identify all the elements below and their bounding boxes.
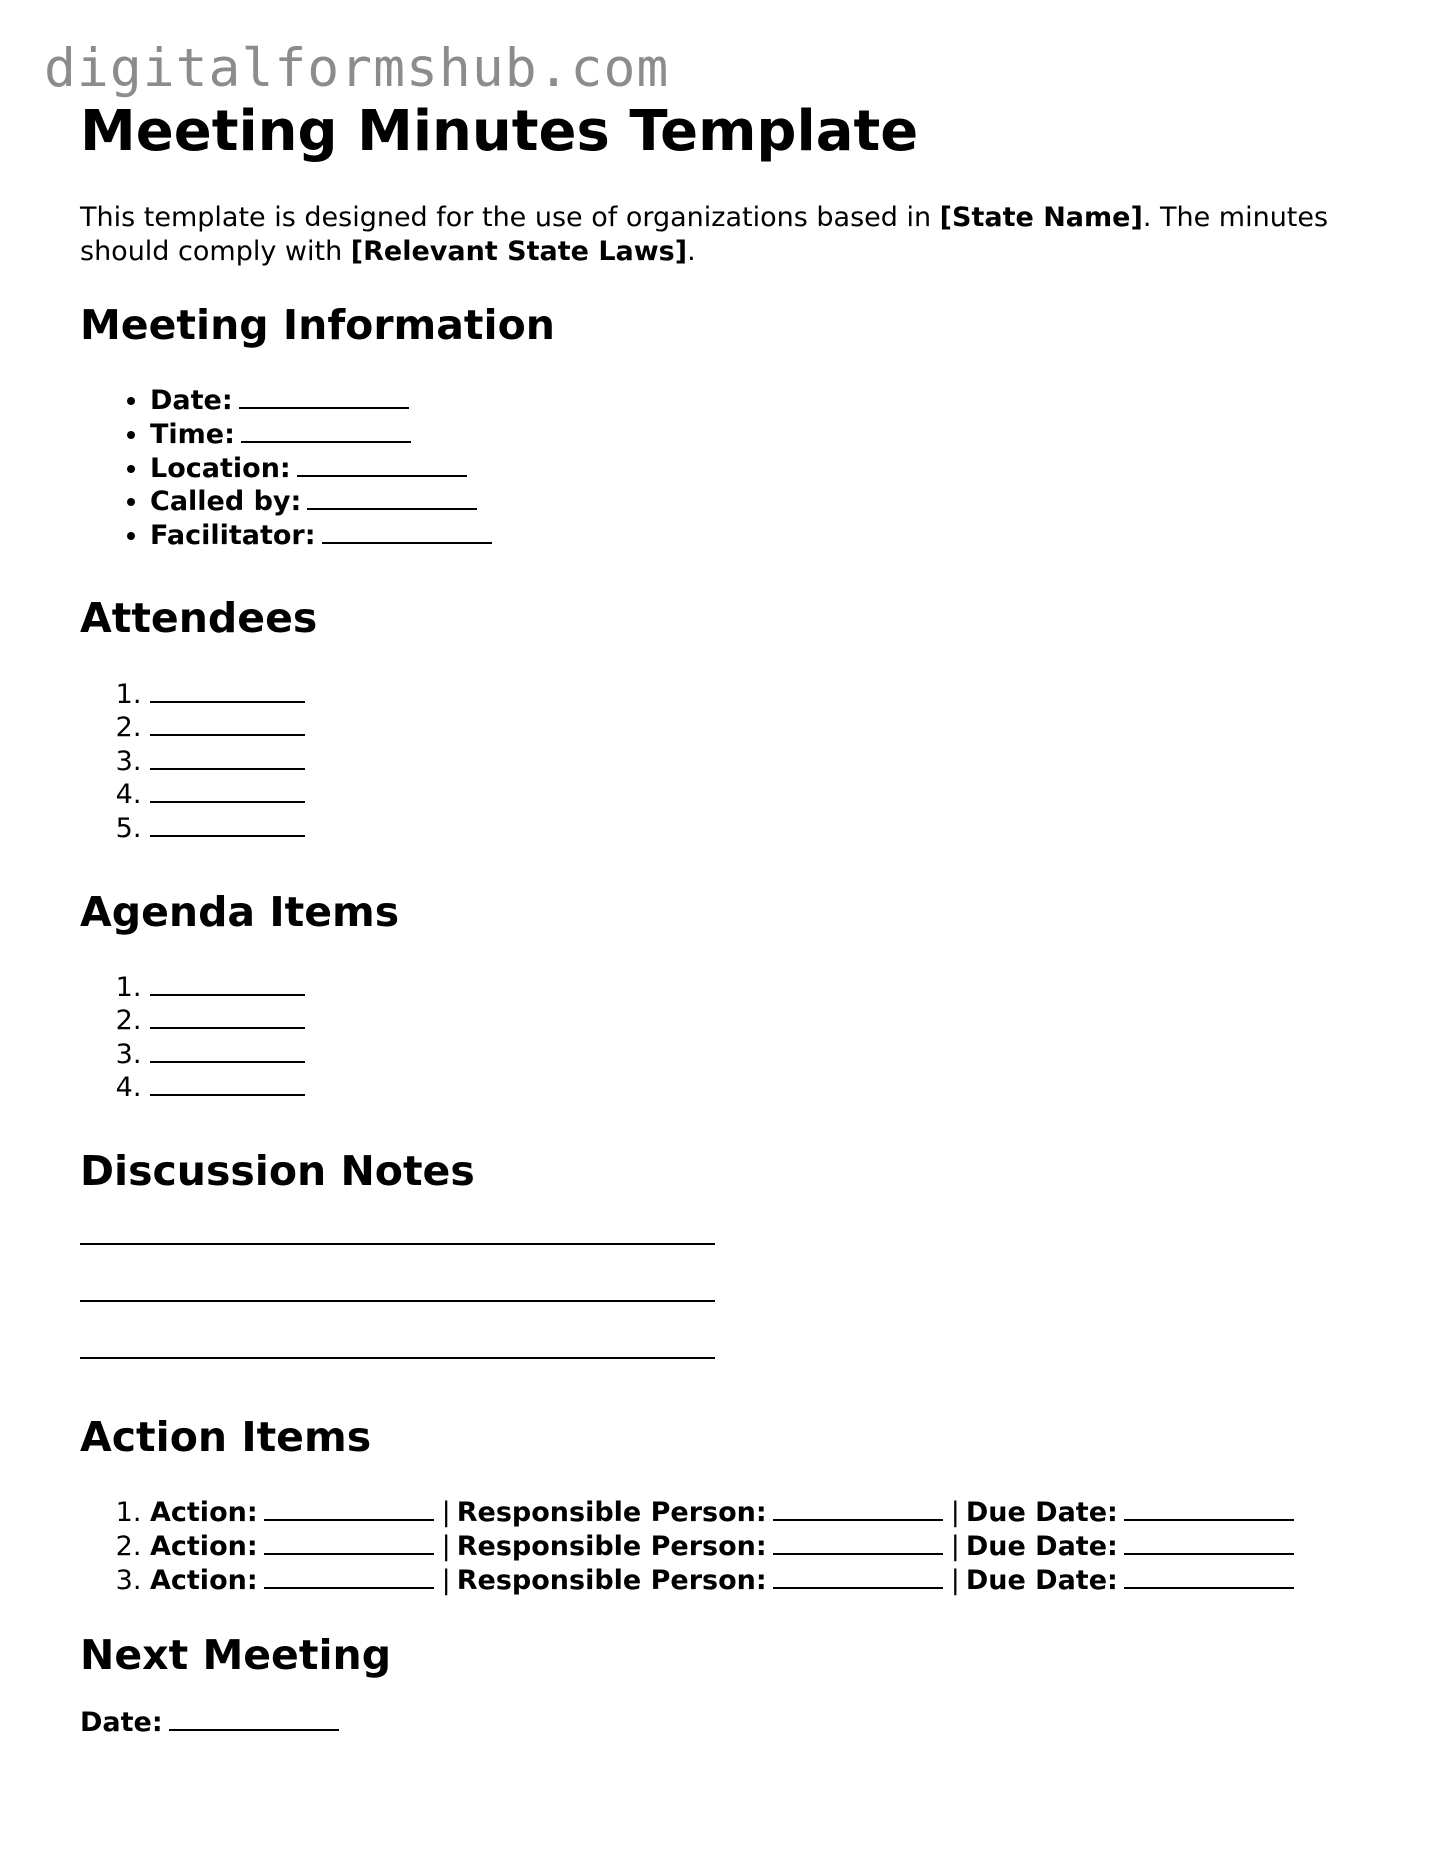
- action-label: Action:: [150, 1564, 258, 1596]
- attendee-item: [150, 711, 1380, 745]
- meeting-info-item-time: [150, 418, 1380, 452]
- time-label: Time:: [150, 418, 235, 450]
- date-label: Date:: [150, 385, 233, 417]
- action-item: [150, 1564, 1380, 1598]
- watermark: digitalformshub.com: [44, 38, 670, 99]
- person-field[interactable]: [773, 1586, 943, 1589]
- discussion-heading: Discussion Notes: [80, 1147, 475, 1196]
- attendee-item: [150, 778, 1380, 812]
- meeting-info-item-date: [150, 384, 1380, 418]
- separator: |: [950, 1497, 960, 1529]
- due-date-label: Due Date:: [965, 1564, 1118, 1596]
- action-items-list: [80, 1496, 1380, 1597]
- separator: |: [950, 1564, 960, 1596]
- notes-line[interactable]: [80, 1242, 715, 1245]
- next-meeting-date-label: Date:: [80, 1707, 163, 1739]
- person-label: Responsible Person:: [456, 1564, 767, 1596]
- agenda-field[interactable]: [150, 993, 305, 996]
- agenda-item: [150, 971, 1380, 1005]
- due-date-label: Due Date:: [965, 1497, 1118, 1529]
- person-label: Responsible Person:: [456, 1497, 767, 1529]
- attendees-list: [80, 678, 1380, 846]
- discussion-notes: [80, 1196, 1380, 1359]
- intro-text-2: . The minutes should comply with: [80, 202, 1329, 268]
- attendee-item: [150, 678, 1380, 712]
- attendee-item: [150, 812, 1380, 846]
- document-page: [80, 98, 1380, 1740]
- due-date-label: Due Date:: [965, 1531, 1118, 1563]
- laws-placeholder: [Relevant State Laws]: [350, 236, 688, 268]
- due-date-field[interactable]: [1124, 1552, 1294, 1555]
- meeting-info-item-called-by: [150, 485, 1380, 519]
- action-label: Action:: [150, 1497, 258, 1529]
- action-field[interactable]: [264, 1552, 434, 1555]
- agenda-item: [150, 1004, 1380, 1038]
- intro-paragraph: [80, 201, 1330, 269]
- intro-text-1: This template is designed for the use of organizations based in: [80, 202, 940, 234]
- action-field[interactable]: [264, 1586, 434, 1589]
- next-meeting-date-row: [80, 1706, 1380, 1740]
- person-field[interactable]: [773, 1518, 943, 1521]
- attendee-field[interactable]: [150, 800, 305, 803]
- meeting-info-heading: Meeting Information: [80, 301, 555, 350]
- attendee-field[interactable]: [150, 733, 305, 736]
- due-date-field[interactable]: [1124, 1518, 1294, 1521]
- location-field[interactable]: [297, 474, 467, 477]
- date-field[interactable]: [239, 406, 409, 409]
- due-date-field[interactable]: [1124, 1586, 1294, 1589]
- attendee-field[interactable]: [150, 767, 305, 770]
- action-item: [150, 1530, 1380, 1564]
- separator: |: [950, 1531, 960, 1563]
- next-meeting-date-field[interactable]: [169, 1728, 339, 1731]
- agenda-field[interactable]: [150, 1093, 305, 1096]
- location-label: Location:: [150, 452, 291, 484]
- action-label: Action:: [150, 1531, 258, 1563]
- agenda-heading: Agenda Items: [80, 887, 400, 936]
- facilitator-label: Facilitator:: [150, 519, 316, 551]
- agenda-list: [80, 971, 1380, 1105]
- action-field[interactable]: [264, 1518, 434, 1521]
- action-item: [150, 1496, 1380, 1530]
- agenda-item: [150, 1071, 1380, 1105]
- meeting-info-list: [80, 384, 1380, 552]
- agenda-field[interactable]: [150, 1060, 305, 1063]
- time-field[interactable]: [241, 440, 411, 443]
- page-title: Meeting Minutes Template: [80, 99, 919, 164]
- notes-line[interactable]: [80, 1356, 715, 1359]
- separator: |: [441, 1497, 451, 1529]
- attendee-field[interactable]: [150, 834, 305, 837]
- state-placeholder: [State Name]: [939, 202, 1143, 234]
- attendee-field[interactable]: [150, 700, 305, 703]
- attendee-item: [150, 745, 1380, 779]
- agenda-field[interactable]: [150, 1026, 305, 1029]
- person-field[interactable]: [773, 1552, 943, 1555]
- action-items-heading: Action Items: [80, 1413, 372, 1462]
- facilitator-field[interactable]: [322, 541, 492, 544]
- agenda-item: [150, 1038, 1380, 1072]
- called-by-label: Called by:: [150, 486, 302, 518]
- attendees-heading: Attendees: [80, 594, 318, 643]
- meeting-info-item-facilitator: [150, 519, 1380, 553]
- person-label: Responsible Person:: [456, 1531, 767, 1563]
- called-by-field[interactable]: [307, 507, 477, 510]
- separator: |: [441, 1564, 451, 1596]
- notes-line[interactable]: [80, 1299, 715, 1302]
- separator: |: [441, 1531, 451, 1563]
- next-meeting-heading: Next Meeting: [80, 1631, 392, 1680]
- intro-text-3: .: [687, 236, 696, 268]
- meeting-info-item-location: [150, 452, 1380, 486]
